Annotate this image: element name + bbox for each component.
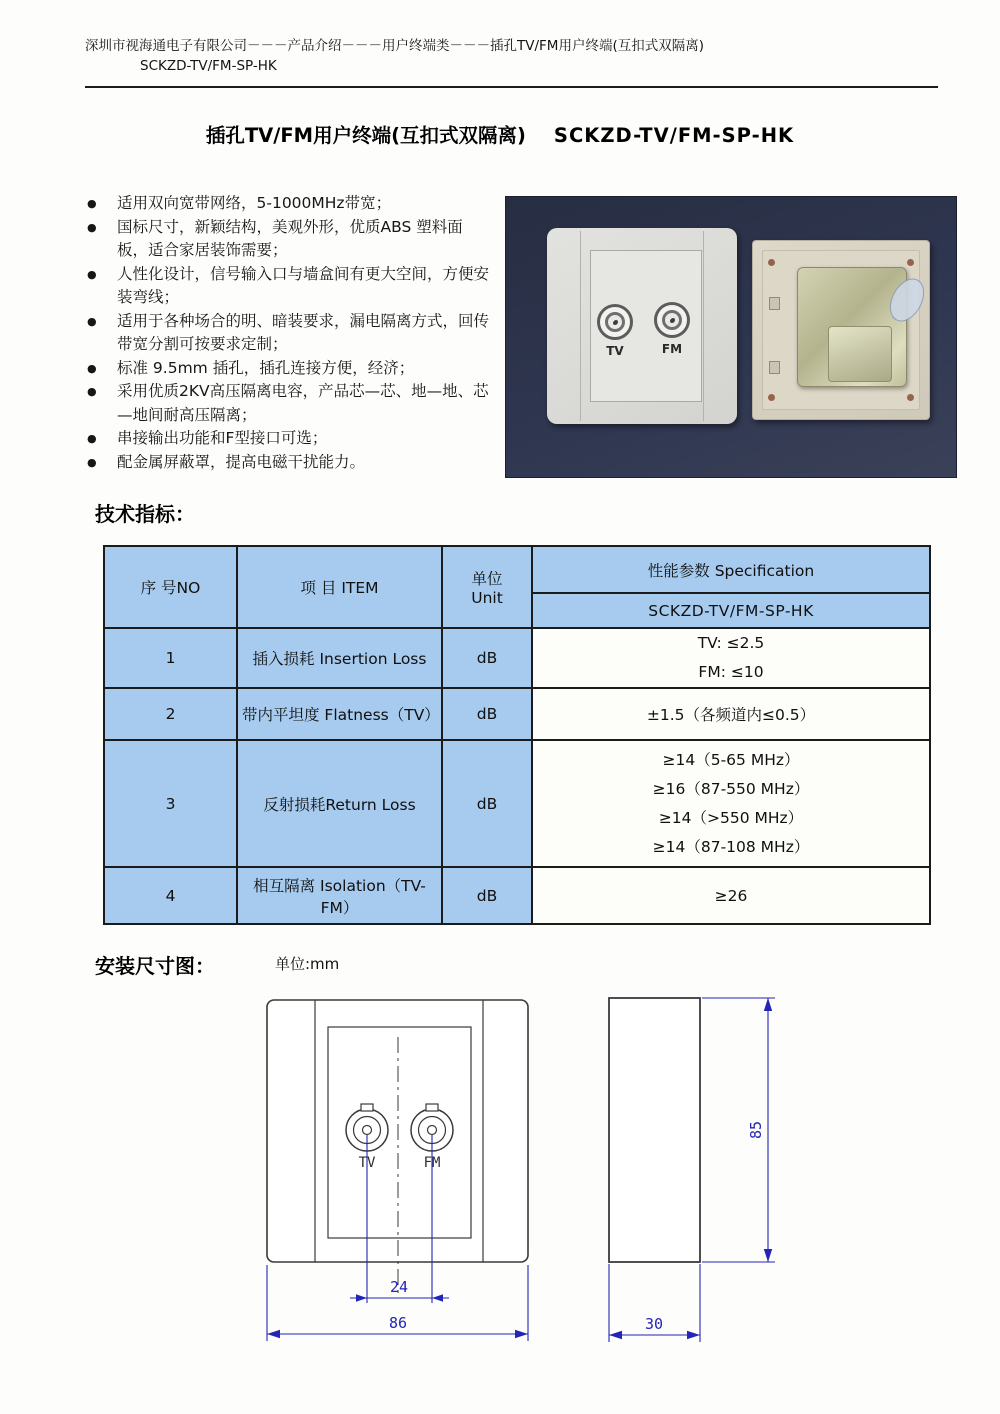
section-title-dimensions: 安装尺寸图： [95,954,215,978]
cell-value: ±1.5（各频道内≤0.5） [532,688,930,740]
page-title [0,120,1000,148]
feature-text: 串接输出功能和F型接口可选； [117,429,328,447]
value-line: TV: ≤2.5 [697,634,765,652]
col-header-unit-cn: 单位 [471,570,503,588]
bullet-icon: ● [87,361,97,375]
dim-width-value: 86 [388,1314,408,1332]
header-model-code: SCKZD-TV/FM-SP-HK [140,58,277,74]
feature-text: 适用于各种场合的明、暗装要求，漏电隔离方式，回传带宽分割可按要求定制； [117,311,490,353]
cell-value: ≥26 [532,867,930,924]
col-header-unit-en: Unit [471,589,503,607]
metal-shield [797,267,907,387]
tv-socket [597,304,633,340]
cell-unit: dB [442,688,532,740]
section-title-specs: 技术指标： [95,502,195,526]
fm-socket [654,302,690,338]
value-line: ≥16（87-550 MHz） [652,779,810,798]
cell-item: 相互隔离 Isolation（TV-FM） [237,867,442,924]
col-header-item: 项 目 ITEM [237,546,442,628]
dim-depth-value: 30 [644,1315,664,1333]
list-item [85,192,493,216]
list-item [85,263,493,310]
list-item [85,427,493,451]
cell-value [532,628,930,688]
side-view-drawing [595,990,895,1355]
page-title-cn: 插孔TV/FM用户终端(互扣式双隔离) [205,124,526,147]
fm-label: FM [423,1155,441,1171]
header-divider [85,86,938,88]
list-item [85,310,493,357]
table-row [104,867,930,924]
bullet-icon: ● [87,432,97,445]
col-header-no: 序 号NO [104,546,237,628]
value-line: FM: ≤10 [698,663,764,681]
photo-front-plate [547,228,737,424]
feature-text: 采用优质2KV高压隔离电容，产品芯—芯、地—地、芯—地间耐高压隔离； [117,382,489,424]
table-row [104,688,930,740]
list-item [85,380,493,427]
bullet-icon: ● [87,455,97,469]
list-item [85,216,493,263]
cell-unit: dB [442,867,532,924]
document-header [85,36,704,76]
bullet-icon: ● [87,314,97,328]
tv-label: TV [358,1155,376,1171]
table-row [104,628,930,688]
cell-no: 1 [104,628,237,688]
feature-text: 适用双向宽带网络，5-1000MHz带宽； [117,194,392,212]
table-row [104,740,930,867]
screw-hole [907,394,914,401]
feature-text: 标准 9.5mm 插孔，插孔连接方便，经济； [117,358,415,377]
cell-no: 3 [104,740,237,867]
shield-dome [828,326,892,382]
value-line: ≥14（87-108 MHz） [652,837,810,856]
bullet-icon: ● [87,267,97,281]
feature-text: 配金属屏蔽罩，提高电磁干扰能力。 [117,452,366,471]
feature-text: 人性化设计，信号输入口与墙盒间有更大空间，方便安装弯线； [117,264,490,306]
cell-no: 4 [104,867,237,924]
feature-list [85,192,493,474]
dim-centers-value: 24 [389,1278,409,1296]
side-outline [609,998,700,1262]
bullet-icon: ● [87,220,97,234]
header-breadcrumb: 深圳市视海通电子有限公司－－－产品介绍－－－用户终端类－－－插孔TV/FM用户终端(互扣式双隔离) [85,38,704,54]
dimension-unit-label: 单位:mm [275,955,340,973]
cell-unit: dB [442,740,532,867]
list-item [85,451,493,475]
mounting-slot [769,297,780,310]
cell-item: 插入损耗 Insertion Loss [237,628,442,688]
screw-hole [768,394,775,401]
spec-table [103,545,931,925]
value-line: ≥14（5-65 MHz） [662,750,800,769]
cell-value [532,740,930,867]
spec-model-header: SCKZD-TV/FM-SP-HK [532,593,930,628]
cell-unit: dB [442,628,532,688]
feature-text: 国标尺寸，新颖结构，美观外形，优质ABS 塑料面板，适合家居装饰需要； [117,217,463,259]
screw-hole [768,259,775,266]
screw-hole [907,259,914,266]
plate-seam [580,231,581,421]
photo-back-plate [752,240,930,420]
page-title-model: SCKZD-TV/FM-SP-HK [553,124,795,147]
dim-height-value: 85 [747,1120,765,1140]
value-line: ≥14（>550 MHz） [658,808,804,827]
fm-socket-label: FM [661,342,683,356]
front-view-drawing [258,995,550,1355]
col-header-unit [442,546,532,628]
col-header-spec: 性能参数 Specification [532,546,930,593]
plate-seam [703,231,704,421]
cell-item: 带内平坦度 Flatness（TV） [237,688,442,740]
bullet-icon: ● [87,197,97,210]
mounting-slot [769,361,780,374]
list-item [85,357,493,381]
tv-socket-label: TV [606,344,624,358]
product-photo [505,196,957,478]
cell-no: 2 [104,688,237,740]
cell-item: 反射损耗Return Loss [237,740,442,867]
bullet-icon: ● [87,385,97,398]
